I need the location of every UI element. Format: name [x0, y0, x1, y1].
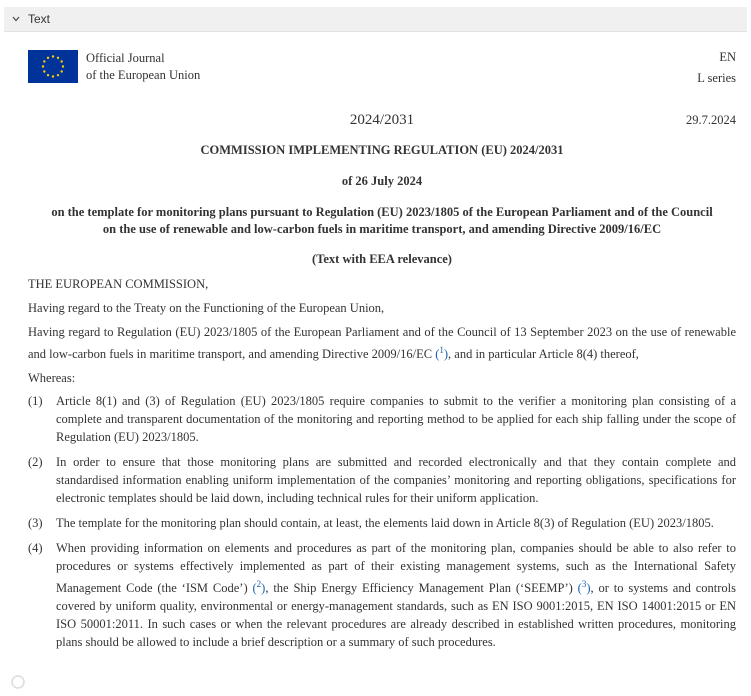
- recital-text: The template for the monitoring plan should contain, at least, the elements laid down in Article 8(3) of Regulation (EU) 2023/1805.: [56, 516, 714, 531]
- flag-star: [57, 74, 59, 76]
- journal-name: Official Journal of the European Union: [86, 51, 201, 82]
- chevron-down-icon[interactable]: [12, 16, 24, 22]
- recital-number: (1): [28, 394, 43, 409]
- series-label: L series: [697, 71, 736, 85]
- flag-star: [60, 60, 62, 62]
- recital-number: (3): [28, 516, 43, 531]
- regard-treaty: Having regard to the Treaty on the Functioning of the European Union,: [28, 301, 385, 315]
- flag-star: [52, 55, 54, 57]
- flag-star: [43, 70, 45, 72]
- regulation-number: 2024/2031: [349, 112, 415, 128]
- watermark-logo: [10, 673, 80, 691]
- regulation-title: COMMISSION IMPLEMENTING REGULATION (EU) 2024/2031: [200, 143, 564, 157]
- flag-star: [47, 74, 49, 76]
- regulation-subject-line2: on the use of renewable and low-carbon fuels in maritime transport, and amending Directive 2009/16/EC: [102, 222, 662, 236]
- flag-star: [47, 57, 49, 59]
- regulation-subject-line1: on the template for monitoring plans pursuant to Regulation (EU) 2023/1805 of the European Parliament and of the Council: [51, 205, 713, 219]
- whereas-heading: Whereas:: [28, 371, 76, 386]
- eu-flag-icon: [28, 50, 78, 83]
- footnote-link[interactable]: ($^1$): [435, 345, 449, 362]
- regulation-date: 29.7.2024: [686, 113, 736, 127]
- regard-regulation: Having regard to Regulation (EU) 2023/1805 of the European Parliament and of the Council of 13 September 2023 on the use of renewable and low-carbon fuels in maritime transport, and amending Directive 2009/16/EC ($^1$), and in particular Article 8(4) thereof,: [28, 325, 736, 362]
- flag-star: [42, 65, 44, 67]
- footnote-link[interactable]: ($^2$): [252, 579, 266, 596]
- panel-title: Text: [28, 12, 51, 26]
- flag-star: [62, 65, 64, 67]
- regulation-number-row: [28, 112, 736, 146]
- language-code: EN: [719, 50, 736, 64]
- recital-text: When providing information on elements and procedures as part of the monitoring plan, companies should be able to also refer to procedures or systems effectively implemented as part of their existing management systems, such as the International Safety Management Code (the ‘ISM Code’) ($^2$), the Ship Energy Efficiency Management Plan (‘SEEMP’) ($^3$), or to systems and controls covered by uniform quality, environmental or energy-management standards, such as EN ISO 9001:2015, EN ISO 14001:2015 or EN ISO 50001:2011. In such cases or when the relevant procedures are already described in established written procedures, monitoring plans should be allowed to include a brief description or a summary of such procedures.: [56, 541, 736, 650]
- recital: [28, 453, 736, 507]
- commission-heading: THE EUROPEAN COMMISSION,: [28, 277, 209, 291]
- flag-star: [57, 57, 59, 59]
- recital-text: In order to ensure that those monitoring plans are submitted and recorded electronically and that they contain complete and standardised information enabling uniform implementation of the companies’ monitoring and reporting obligations, specifications for electronic templates should be laid down, including technical rules for their uniform application.: [56, 455, 736, 506]
- eea-relevance: (Text with EEA relevance): [312, 252, 452, 266]
- flag-star: [52, 75, 54, 77]
- journal-header: [28, 40, 736, 98]
- recital-text: Article 8(1) and (3) of Regulation (EU) 2023/1805 require companies to submit to the verifier a monitoring plan consisting of a complete and transparent documentation of the monitoring and reporting method to be applied for each ship falling under the scope of Regulation (EU) 2023/1805.: [56, 394, 736, 445]
- recital: [28, 539, 736, 651]
- journal-meta: [697, 48, 736, 87]
- recital: [28, 514, 736, 532]
- flag-star: [60, 70, 62, 72]
- recital-number: (2): [28, 455, 43, 470]
- recital-number: (4): [28, 541, 43, 556]
- flag-star: [43, 60, 45, 62]
- footnote-link[interactable]: ($^3$): [577, 579, 591, 596]
- recital: [28, 392, 736, 446]
- text-panel-header[interactable]: [4, 7, 747, 32]
- regulation-date-line: of 26 July 2024: [341, 174, 423, 188]
- document-content: [28, 40, 736, 658]
